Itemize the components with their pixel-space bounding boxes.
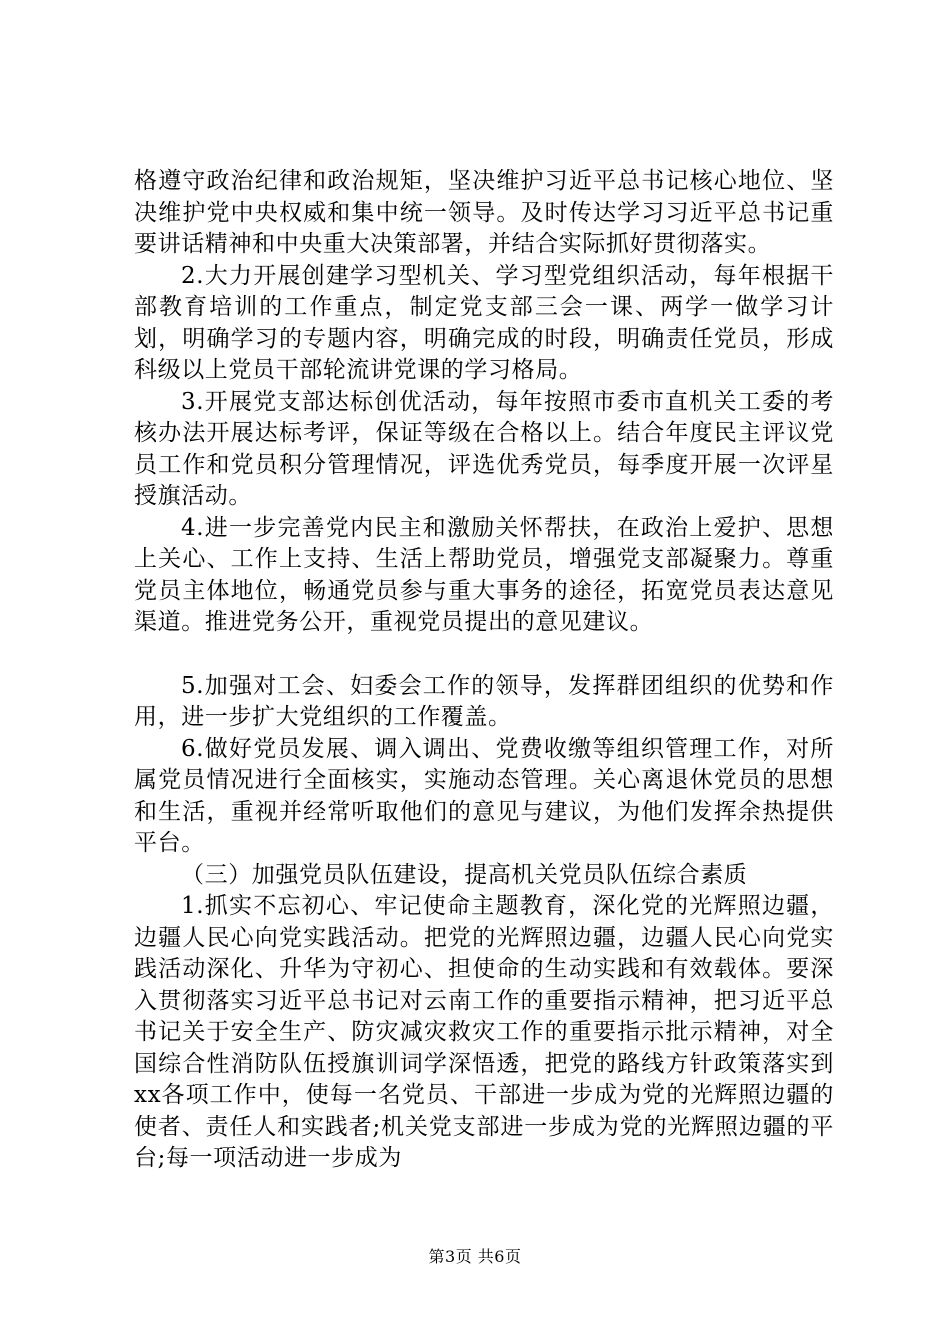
paragraph-continuation: 格遵守政治纪律和政治规矩，坚决维护习近平总书记核心地位、坚决维护党中央权威和集中统一领导。及时传达学习习近平总书记重要讲话精神和中央重大决策部署，并结合实际抓好贯彻落实。 — [134, 168, 834, 257]
paragraph-item-1: 1.抓实不忘初心、牢记使命主题教育，深化党的光辉照边疆，边疆人民心向党实践活动。把党的光辉照边疆，边疆人民心向党实践活动深化、升华为守初心、担使命的生动实践和有效载体。要深入贯彻落实习近平总书记对云南工作的重要指示精神，把习近平总书记关于安全生产、防灾减灾救灾工作的重要指示批示精神，对全国综合性消防队伍授旗训词学深悟透，把党的路线方针政策落实到xx各项工作中，使每一名党员、干部进一步成为党的光辉照边疆的使者、责任人和实践者;机关党支部进一步成为党的光辉照边疆的平台;每一项活动进一步成为 — [134, 893, 834, 1171]
paragraph-item-2: 2.大力开展创建学习型机关、学习型党组织活动，每年根据干部教育培训的工作重点，制定党支部三会一课、两学一做学习计划，明确学习的专题内容，明确完成的时段，明确责任党员，形成科级以上党员干部轮流讲党课的学习格局。 — [134, 262, 834, 383]
page-footer: 第3页 共6页 — [428, 1247, 522, 1266]
paragraph-item-3: 3.开展党支部达标创优活动，每年按照市委市直机关工委的考核办法开展达标考评，保证等级在合格以上。结合年度民主评议党员工作和党员积分管理情况，评选优秀党员，每季度开展一次评星授旗活动。 — [134, 388, 834, 509]
document-body — [134, 166, 834, 1175]
section-heading-3: （三）加强党员队伍建设，提高机关党员队伍综合素质 — [181, 861, 748, 888]
paragraph-item-6: 6.做好党员发展、调入调出、党费收缴等组织管理工作，对所属党员情况进行全面核实，实施动态管理。关心离退休党员的思想和生活，重视并经常听取他们的意见与建议，为他们发挥余热提供平台。 — [134, 735, 834, 856]
paragraph-item-5: 5.加强对工会、妇委会工作的领导，发挥群团组织的优势和作用，进一步扩大党组织的工作覆盖。 — [134, 672, 834, 730]
paragraph-item-4: 4.进一步完善党内民主和激励关怀帮扶，在政治上爱护、思想上关心、工作上支持、生活上帮助党员，增强党支部凝聚力。尊重党员主体地位，畅通党员参与重大事务的途径，拓宽党员表达意见渠道。推进党务公开，重视党员提出的意见建议。 — [134, 514, 834, 635]
